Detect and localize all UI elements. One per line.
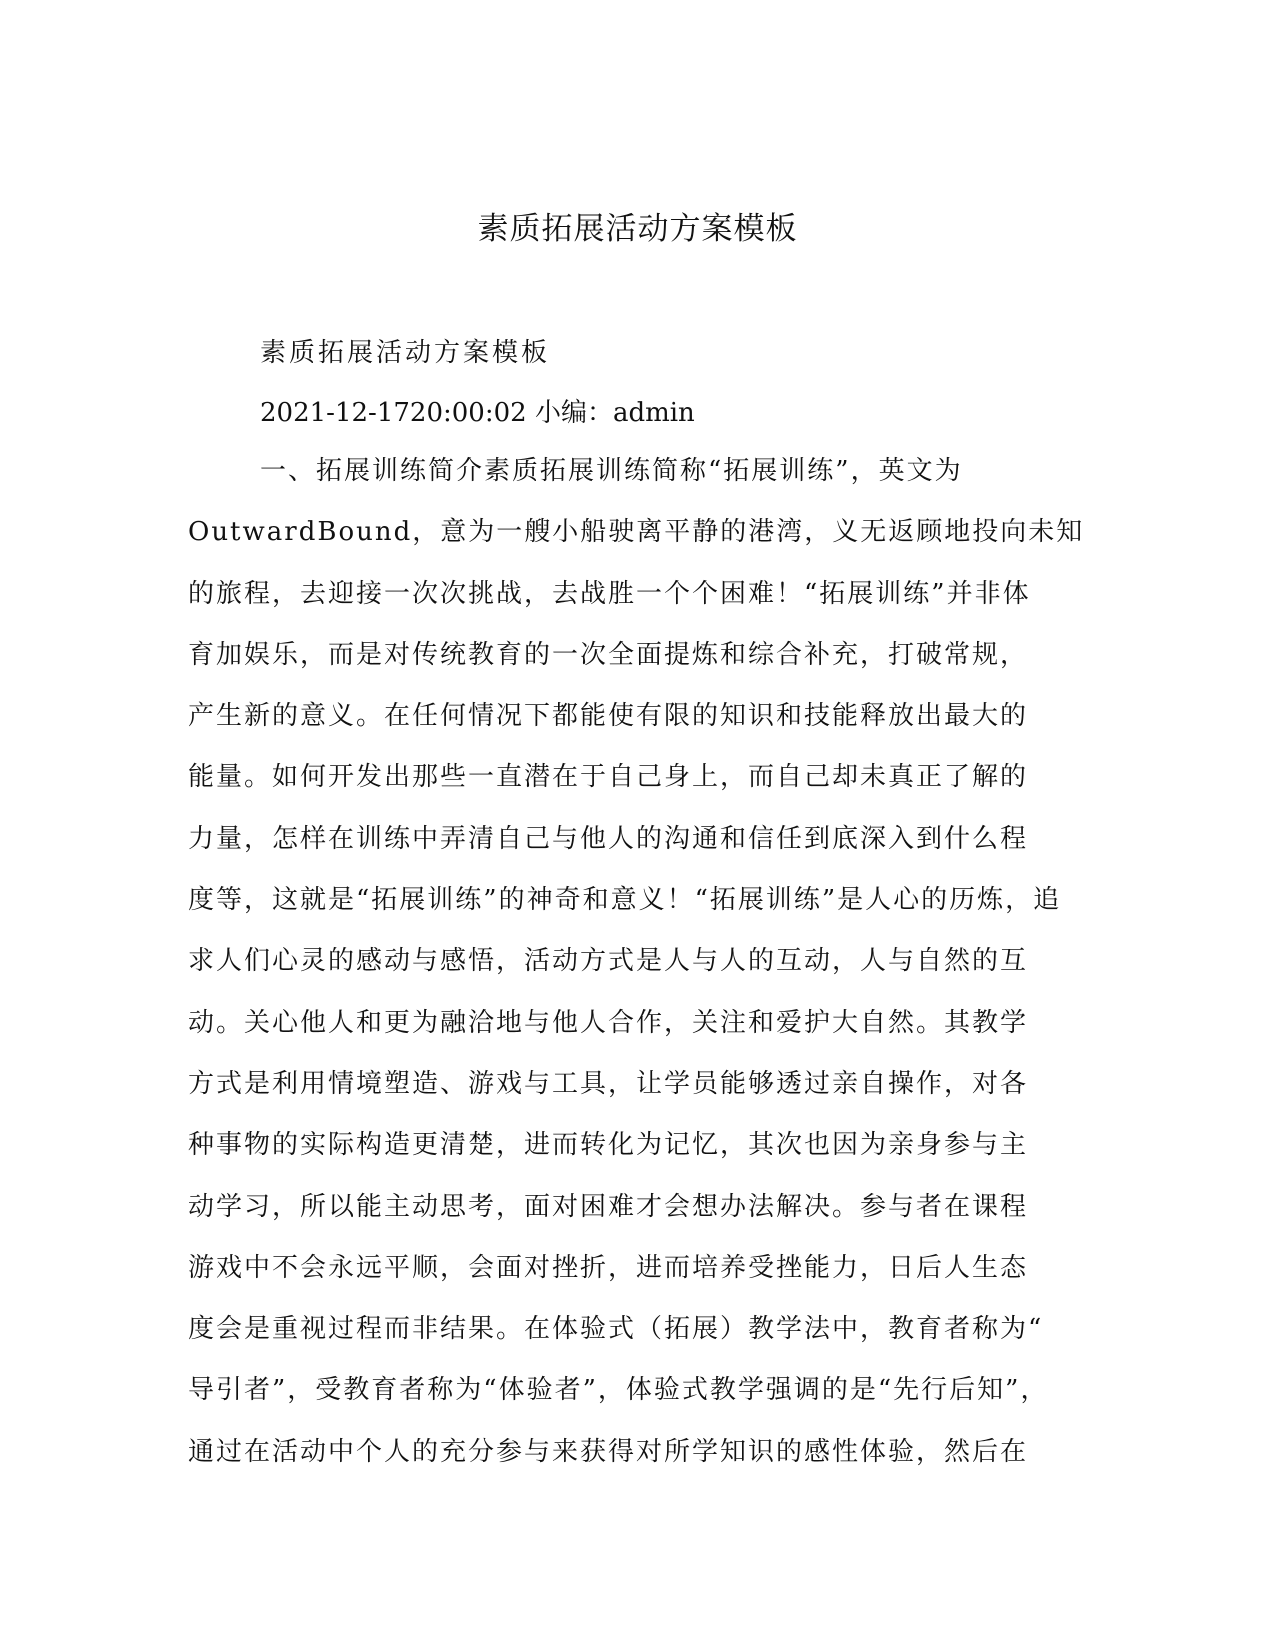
body-line: 求人们心灵的感动与感悟，活动方式是人与人的互动，人与自然的互 bbox=[188, 946, 1029, 977]
body-line: 一、拓展训练简介素质拓展训练简称“拓展训练”，英文为 bbox=[260, 456, 963, 486]
body-line: 导引者”，受教育者称为“体验者”，体验式教学强调的是“先行后知”， bbox=[188, 1375, 1049, 1406]
body-line: 动。关心他人和更为融洽地与他人合作，关注和爱护大自然。其教学 bbox=[188, 1007, 1029, 1038]
body-line: 度会是重视过程而非结果。在体验式（拓展）教学法中，教育者称为“ bbox=[188, 1314, 1044, 1345]
body-line: OutwardBound，意为一艘小船驶离平静的港湾，义无返顾地投向未知 bbox=[188, 517, 1085, 548]
body-line: 通过在活动中个人的充分参与来获得对所学知识的感性体验，然后在 bbox=[188, 1436, 1029, 1467]
body-line: 育加娱乐，而是对传统教育的一次全面提炼和综合补充，打破常规， bbox=[188, 639, 1029, 670]
body-line: 产生新的意义。在任何情况下都能使有限的知识和技能释放出最大的 bbox=[188, 701, 1029, 732]
body-line: 度等，这就是“拓展训练”的神奇和意义！“拓展训练”是人心的历炼，追 bbox=[188, 885, 1062, 916]
document-title: 素质拓展活动方案模板 bbox=[477, 211, 798, 247]
body-line: 动学习，所以能主动思考，面对困难才会想办法解决。参与者在课程 bbox=[188, 1191, 1029, 1222]
publish-meta-line: 2021-12-1720:00:02 小编：admin bbox=[260, 398, 695, 428]
body-line: 方式是利用情境塑造、游戏与工具，让学员能够透过亲自操作，对各 bbox=[188, 1068, 1029, 1099]
document-subtitle: 素质拓展活动方案模板 bbox=[260, 338, 551, 368]
body-line: 游戏中不会永远平顺，会面对挫折，进而培养受挫能力，日后人生态 bbox=[188, 1252, 1029, 1283]
body-line: 力量，怎样在训练中弄清自己与他人的沟通和信任到底深入到什么程 bbox=[188, 823, 1029, 854]
body-text bbox=[188, 451, 1088, 1493]
body-line: 能量。如何开发出那些一直潜在于自己身上，而自己却未真正了解的 bbox=[188, 762, 1029, 793]
body-line: 种事物的实际构造更清楚，进而转化为记忆，其次也因为亲身参与主 bbox=[188, 1130, 1029, 1161]
body-line: 的旅程，去迎接一次次挑战，去战胜一个个困难！“拓展训练”并非体 bbox=[188, 578, 1031, 609]
